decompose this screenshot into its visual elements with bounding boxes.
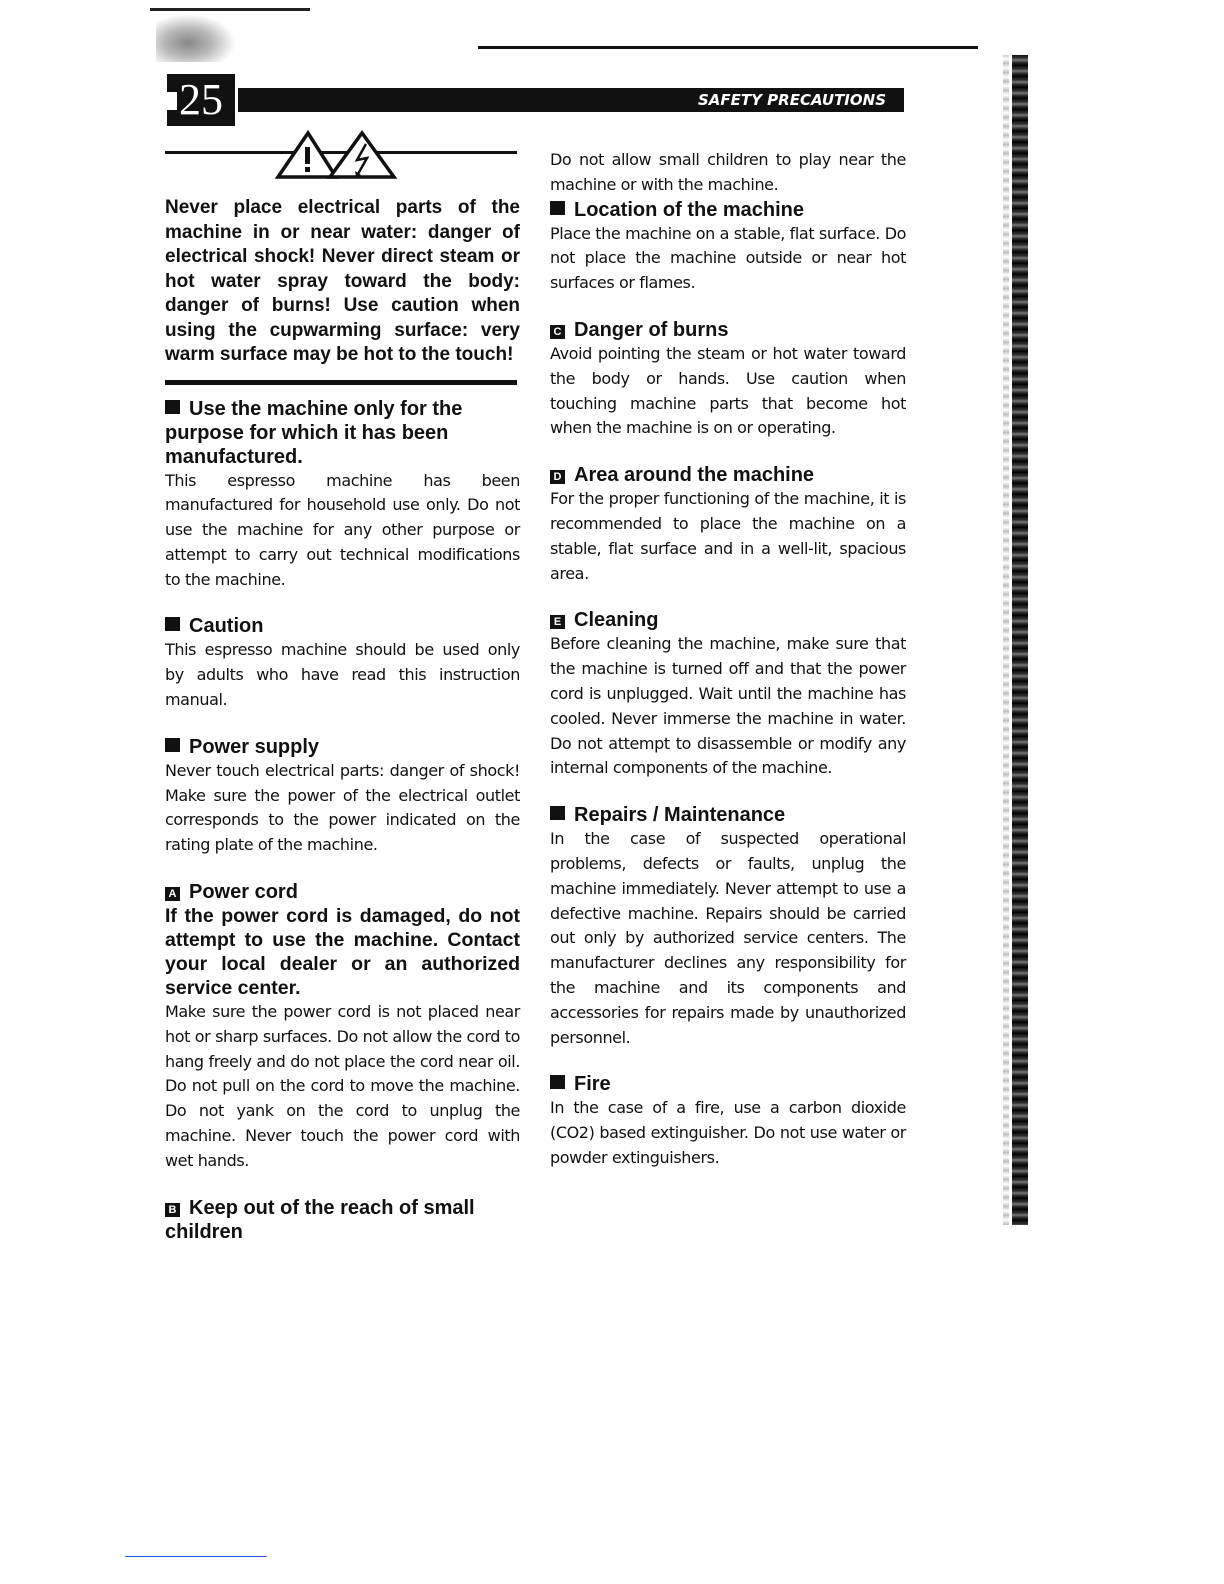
section-title-repairs: Repairs / Maintenance	[574, 804, 786, 827]
section-body-caution: This espresso machine should be used only by adults who have read this instruction manual.	[165, 640, 520, 710]
scan-smudge	[150, 8, 310, 11]
section-body-area: For the proper functioning of the machine, it is recommended to place the machine on a stable, flat surface and in a well-lit, spacious area.	[550, 489, 906, 583]
section-repairs	[550, 803, 906, 1050]
bullet-square-icon	[165, 738, 180, 752]
section-body-cleaning: Before cleaning the machine, make sure that the machine is turned off and that the power cord is unplugged. Wait until the machine has cooled. Never immerse the machine in water. Do not attempt to disassemble or modify any internal components of the machine.	[550, 634, 906, 778]
warning-text: Never place electrical parts of the machine in or near water: danger of electrical shock! Never direct steam or hot water spray toward the body: danger of burns! Use caution when using the cupwarming surface: very warm surface may be hot to the touch!	[165, 197, 520, 365]
section-title-location: Location of the machine	[574, 198, 805, 221]
section-title-power-supply: Power supply	[189, 735, 320, 758]
bullet-square-icon	[550, 806, 565, 820]
bullet-square-icon	[550, 201, 565, 215]
section-caution	[165, 614, 520, 712]
section-area	[550, 463, 906, 586]
warning-triangle-icons	[270, 130, 404, 180]
section-body-fire: In the case of a fire, use a carbon dioxide (CO2) based extinguisher. Do not use water or powder extinguishers.	[550, 1098, 906, 1167]
section-title-purpose: Use the machine only for the purpose for which it has been manufactured.	[165, 397, 463, 468]
scan-edge	[1012, 55, 1028, 1225]
bullet-square-icon	[550, 1075, 565, 1089]
section-body-location: Place the machine on a stable, flat surface. Do not place the machine outside or near hot surfaces or flames.	[550, 223, 906, 293]
section-children	[165, 1196, 520, 1244]
section-title-caution: Caution	[189, 615, 264, 638]
scan-edge-shadow	[1003, 55, 1009, 1225]
section-body-power-cord: Make sure the power cord is not placed near hot or sharp surfaces. Do not allow the cord to hang freely and do not place the cord near oil. Do not pull on the cord to move the machine. Do not yank on the cord to unplug the machine. Never touch the power cord with wet hands.	[165, 1002, 520, 1170]
section-purpose	[165, 397, 520, 593]
right-column	[550, 148, 906, 1171]
section-title-cleaning: Cleaning	[574, 609, 659, 632]
marker-c-icon: C	[550, 325, 565, 339]
section-body-burns: Avoid pointing the steam or hot water toward the body or hands. Use caution when touching machine parts that become hot when the machine is on or operating.	[550, 343, 906, 438]
section-location	[550, 198, 906, 296]
section-title-area: Area around the machine	[574, 464, 815, 487]
page-number: 25	[167, 74, 235, 126]
section-cleaning	[550, 608, 906, 781]
section-burns	[550, 318, 906, 441]
bottom-link-line	[125, 1556, 267, 1557]
section-body-power-supply: Never touch electrical parts: danger of shock! Make sure the power of the electrical outlet corresponds to the power indicated on the rating plate of the machine.	[165, 760, 520, 855]
marker-d-icon: D	[550, 470, 565, 484]
section-header-bar	[238, 88, 904, 112]
marker-a-icon: A	[165, 887, 180, 901]
marker-e-icon: E	[550, 615, 565, 629]
section-power-supply	[165, 735, 520, 858]
left-column	[165, 140, 520, 1244]
electric-shock-warning-icon	[330, 133, 394, 177]
section-title-children: Keep out of the reach of small children	[165, 1196, 475, 1243]
top-rule	[478, 46, 978, 49]
warning-symbols	[165, 140, 520, 190]
bullet-square-icon	[165, 617, 180, 631]
bullet-square-icon	[165, 400, 180, 414]
divider	[165, 380, 517, 385]
exclamation-warning-icon	[278, 133, 336, 177]
section-body-purpose: This espresso machine has been manufactured for household use only. Do not use the machine for any other purpose or attempt to carry out technical modifications to the machine.	[165, 470, 520, 589]
section-title-power-cord: Power cord	[189, 881, 298, 904]
section-title: SAFETY PRECAUTIONS	[697, 91, 886, 109]
section-title-fire: Fire	[574, 1073, 611, 1096]
marker-b-icon: B	[165, 1203, 180, 1217]
scan-blot	[156, 14, 236, 62]
section-body-repairs: In the case of suspected operational problems, defects or faults, unplug the machine immediately. Never attempt to use a defective machine. Repairs should be carried out only by authorized service centers. The manufacturer declines any responsibility for the machine and its components and accessories for repairs made by unauthorized personnel.	[550, 829, 906, 1047]
section-title-burns: Danger of burns	[574, 318, 729, 341]
section-fire	[550, 1072, 906, 1170]
children-continued-text: Do not allow small children to play near the machine or with the machine.	[550, 150, 906, 194]
power-cord-warning: If the power cord is damaged, do not attempt to use the machine. Contact your local dealer or an authorized service center.	[165, 905, 520, 1000]
section-power-cord	[165, 880, 520, 1174]
